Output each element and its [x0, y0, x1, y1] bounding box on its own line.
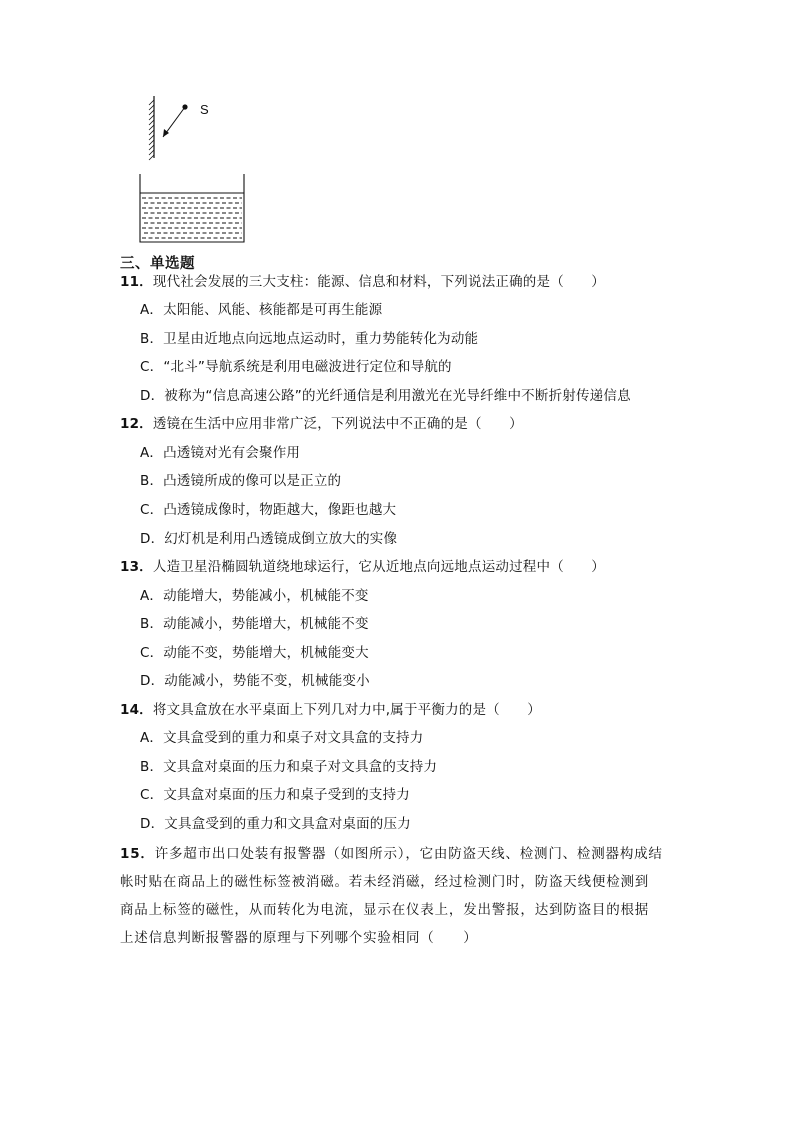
question-15-line-1 [120, 845, 663, 863]
point-s-label: S [200, 102, 209, 117]
question-14-option-c[interactable]: C．文具盒对桌面的压力和桌子受到的支持力 [140, 787, 410, 803]
question-13-option-a[interactable]: A．动能增大，势能减小，机械能不变 [140, 588, 369, 604]
question-15-line-4: 上述信息判断报警器的原理与下列哪个实验相同（ ） [120, 930, 478, 946]
mirror-water-figure [132, 92, 254, 247]
question-12-stem [120, 415, 523, 433]
question-number: 11． [120, 274, 153, 290]
section-heading: 三、单选题 [120, 256, 195, 272]
question-11-option-b[interactable]: B．卫星由近地点向远地点运动时，重力势能转化为动能 [140, 331, 479, 347]
question-number: 12． [120, 416, 153, 432]
question-13-option-b[interactable]: B．动能减小，势能增大，机械能不变 [140, 616, 369, 632]
question-11-option-c[interactable]: C．“北斗”导航系统是利用电磁波进行定位和导航的 [140, 359, 452, 375]
question-13-stem [120, 558, 605, 576]
question-11-option-a[interactable]: A．太阳能、风能、核能都是可再生能源 [140, 302, 383, 318]
question-12-option-d[interactable]: D．幻灯机是利用凸透镜成倒立放大的实像 [140, 531, 398, 547]
question-text: 透镜在生活中应用非常广泛，下列说法中不正确的是（ ） [152, 416, 523, 432]
question-14-option-a[interactable]: A．文具盒受到的重力和桌子对文具盒的支持力 [140, 730, 424, 746]
mirror-hatching [149, 100, 154, 160]
mirror-diagram [132, 92, 254, 247]
question-12-option-a[interactable]: A．凸透镜对光有会聚作用 [140, 445, 301, 461]
question-13-option-c[interactable]: C．动能不变，势能增大，机械能变大 [140, 645, 369, 661]
question-11-stem [120, 273, 605, 291]
question-14-option-d[interactable]: D．文具盒受到的重力和文具盒对桌面的压力 [140, 816, 411, 832]
question-12-option-c[interactable]: C．凸透镜成像时，物距越大，像距也越大 [140, 502, 397, 518]
question-15-line-3: 商品上标签的磁性，从而转化为电流，显示在仪表上，发出警报，达到防盗目的根据 [120, 902, 650, 918]
question-text: 将文具盒放在水平桌面上下列几对力中,属于平衡力的是（ ） [152, 702, 541, 718]
question-text: 许多超市出口处装有报警器（如图所示），它由防盗天线、检测门、检测器构成结 [154, 846, 663, 862]
question-number: 14． [120, 702, 153, 718]
question-number: 15． [120, 846, 155, 862]
question-13-option-d[interactable]: D．动能减小，势能不变，机械能变小 [140, 673, 370, 689]
question-number: 13． [120, 559, 153, 575]
question-14-option-b[interactable]: B．文具盒对桌面的压力和桌子对文具盒的支持力 [140, 759, 438, 775]
question-12-option-b[interactable]: B．凸透镜所成的像可以是正立的 [140, 473, 342, 489]
question-15-line-2: 帐时贴在商品上的磁性标签被消磁。若未经消磁，经过检测门时，防盗天线便检测到 [120, 874, 650, 890]
water-fill [142, 198, 242, 238]
question-11-option-d[interactable]: D．被称为“信息高速公路”的光纤通信是利用激光在光导纤维中不断折射传递信息 [140, 388, 631, 404]
question-text: 人造卫星沿椭圆轨道绕地球运行，它从近地点向远地点运动过程中（ ） [152, 559, 605, 575]
question-14-stem [120, 701, 541, 719]
question-text: 现代社会发展的三大支柱：能源、信息和材料，下列说法正确的是（ ） [152, 274, 605, 290]
